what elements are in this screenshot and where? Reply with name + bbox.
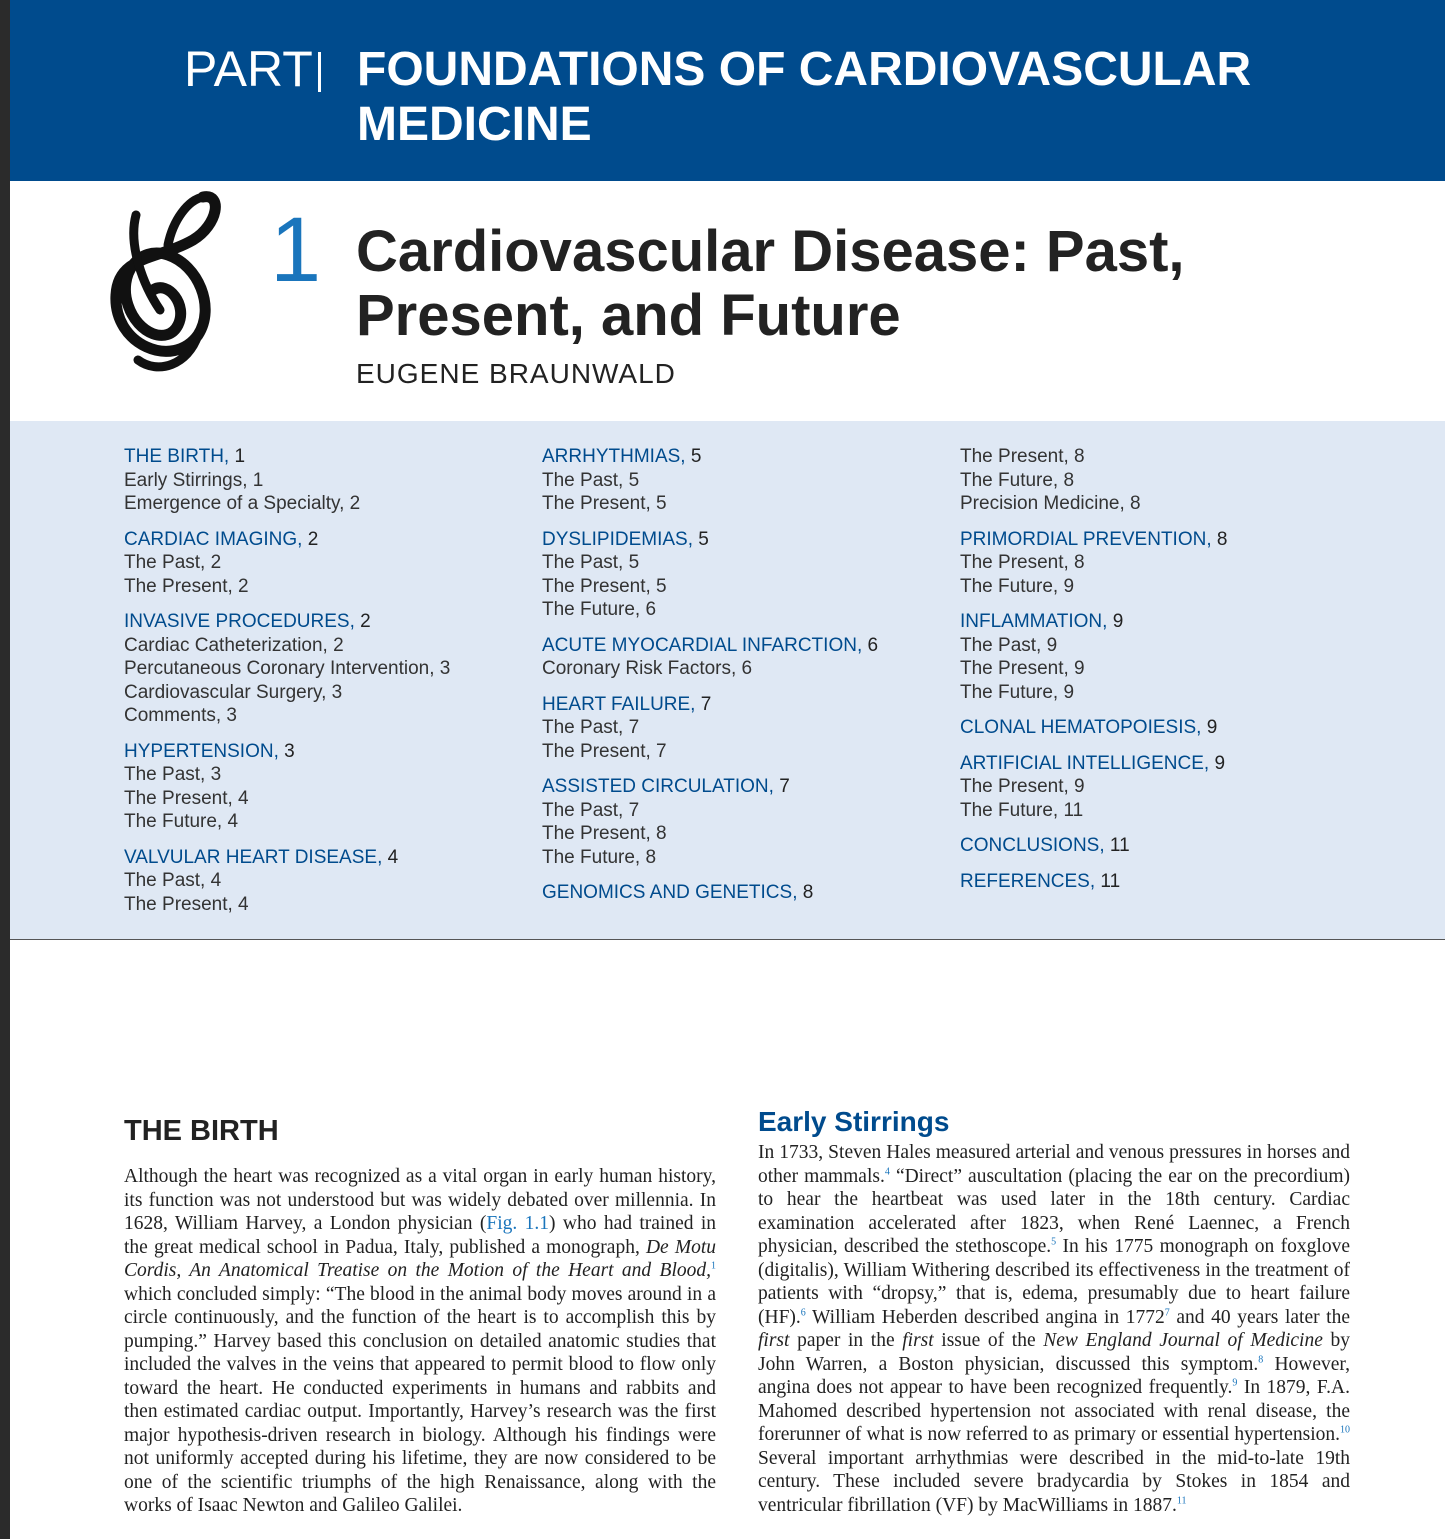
reference-link[interactable]: 11 [1176, 1495, 1187, 1506]
toc-heading[interactable]: HEART FAILURE, 7 [542, 693, 712, 715]
toc-item[interactable]: The Future, 9 [960, 575, 1075, 597]
toc-item[interactable]: Precision Medicine, 8 [960, 493, 1141, 514]
chapter-author: EUGENE BRAUNWALD [356, 358, 676, 389]
toc-group [960, 752, 1227, 823]
toc-heading[interactable]: REFERENCES, 11 [960, 870, 1121, 892]
heart-logo-icon [98, 185, 228, 385]
toc-group [960, 834, 1227, 858]
toc-column-2 [542, 445, 878, 917]
toc-item[interactable]: The Past, 7 [542, 799, 640, 821]
toc-item[interactable]: Percutaneous Coronary Intervention, 3 [124, 658, 451, 679]
reference-link[interactable]: 10 [1340, 1424, 1350, 1436]
body-text-left [124, 1165, 716, 1518]
toc-item[interactable]: The Future, 11 [960, 799, 1084, 821]
toc-column-3 [960, 445, 1227, 905]
reference-link[interactable]: 4 [884, 1166, 890, 1177]
toc-item[interactable]: The Present, 4 [124, 893, 249, 915]
toc-page-number: 7 [700, 693, 712, 715]
toc-page-number: 2 [360, 611, 371, 632]
toc-item[interactable]: The Past, 5 [542, 469, 640, 491]
reference-link[interactable]: 8 [1258, 1354, 1264, 1365]
toc-page-number: 3 [284, 740, 295, 762]
toc-group [124, 528, 450, 599]
chapter-number: 1 [270, 199, 322, 301]
reference-link[interactable]: 5 [1051, 1236, 1057, 1248]
chapter-contents [10, 421, 1445, 940]
toc-item[interactable]: The Present, 9 [960, 658, 1085, 679]
toc-group [124, 610, 450, 728]
toc-item[interactable]: Cardiac Catheterization, 2 [124, 634, 344, 656]
toc-item[interactable]: The Present, 9 [960, 776, 1085, 797]
toc-item[interactable]: The Present, 2 [124, 575, 249, 597]
paragraph: Although the heart was recognized as a vital organ in early human history, its function was not understood but was widely debated over millennia. In 1628, William Harvey, a London physician (Fig. 1.1) who had trained in the great medical school in Padua, Italy, published a monograph, De Motu Cordis, An Anatomical Treatise on the Motion of the Heart and Blood,$^1$ which concluded simply: “The blood in the animal body moves around in a circle continuously, and the function of the heart is to accomplish this by pumping.” Harvey based this conclusion on detailed anatomic studies that included the valves in the veins that appeared to permit blood to flow only toward the heart. He conducted experiments in humans and rabbits and then estimated cardiac output. Importantly, Harvey’s research was the first major hypothesis-driven research in biology. Although his findings were not uniformly accepted during his lifetime, they are now considered to be one of the scientific triumphs of the high Renaissance, along with the works of Isaac Newton and Galileo Galilei. [124, 1166, 717, 1516]
toc-item[interactable]: The Future, 9 [960, 681, 1075, 703]
figure-link[interactable]: Fig. 1.1 [486, 1213, 550, 1234]
journal-title: New England Journal of Medicine [1043, 1330, 1323, 1351]
toc-page-number: 5 [698, 528, 709, 550]
toc-item[interactable]: The Past, 7 [542, 717, 640, 738]
toc-item[interactable]: The Present, 7 [542, 740, 667, 762]
page-edge-rule [0, 0, 10, 1539]
toc-item[interactable]: The Past, 9 [960, 634, 1058, 656]
toc-heading[interactable]: ARTIFICIAL INTELLIGENCE, 9 [960, 752, 1226, 774]
toc-heading[interactable]: THE BIRTH, 1 [124, 446, 246, 467]
part-banner [10, 0, 1445, 181]
toc-heading[interactable]: ASSISTED CIRCULATION, 7 [542, 776, 790, 797]
toc-page-number: 6 [867, 634, 879, 656]
toc-item[interactable]: The Present, 8 [542, 823, 667, 844]
section-title: THE BIRTH [124, 1115, 279, 1147]
toc-item[interactable]: The Future, 6 [542, 599, 657, 620]
toc-group [124, 445, 450, 516]
toc-heading[interactable]: GENOMICS AND GENETICS, 8 [542, 882, 814, 903]
toc-group [960, 528, 1227, 599]
toc-item[interactable]: The Present, 5 [542, 575, 667, 597]
part-separator [318, 52, 321, 92]
toc-group [960, 610, 1227, 704]
subsection-title: Early Stirrings [758, 1106, 950, 1137]
toc-item[interactable]: The Past, 4 [124, 870, 222, 891]
toc-heading[interactable]: CARDIAC IMAGING, 2 [124, 528, 319, 550]
toc-heading[interactable]: VALVULAR HEART DISEASE, 4 [124, 846, 399, 868]
toc-group [542, 881, 878, 905]
toc-heading[interactable]: HYPERTENSION, 3 [124, 740, 295, 762]
toc-group [542, 445, 878, 516]
toc-page-number: 5 [690, 446, 702, 467]
toc-page-number: 7 [779, 776, 790, 797]
toc-item[interactable]: The Past, 3 [124, 764, 222, 785]
toc-page-number: 8 [802, 882, 814, 903]
toc-group [124, 846, 450, 917]
toc-item[interactable]: The Present, 8 [960, 446, 1085, 467]
toc-heading[interactable]: ARRHYTHMIAS, 5 [542, 446, 702, 467]
toc-item[interactable]: The Future, 8 [960, 469, 1075, 491]
toc-page-number: 11 [1100, 870, 1121, 892]
paragraph: In 1733, Steven Hales measured arterial and venous pressures in horses and other mammals.$^4$ “Direct” auscultation (placing the ear on the precordium) to hear the heartbeat was used later in the 18th century. Cardiac examination accelerated after 1823, when René Laennec, a French physician, described the stethoscope.$^5$ In his 1775 monograph on foxglove (digitalis), William Withering described its effectiveness in the treatment of patients with “dropsy,” that is, edema, presumably due to heart failure (HF).$^6$ William Heberden described angina in 1772$^7$ and 40 years later the first paper in the first issue of the New England Journal of Medicine by John Warren, a Boston physician, discussed this symptom.$^8$ However, angina does not appear to have been recognized frequently.$^9$ In 1879, F.A. Mahomed described hypertension not associated with renal disease, the forerunner of what is now referred to as primary or essential hypertension.$^{10}$ Several important arrhythmias were described in the mid-to-late 19th century. These included severe bradycardia by Stokes in 1854 and ventricular fibrillation (VF) by MacWilliams in 1887.11 [758, 1142, 1351, 1516]
toc-heading[interactable]: CLONAL HEMATOPOIESIS, 9 [960, 717, 1218, 738]
toc-page-number: 8 [1216, 528, 1228, 550]
toc-heading[interactable]: PRIMORDIAL PREVENTION, 8 [960, 528, 1228, 550]
toc-heading[interactable]: INFLAMMATION, 9 [960, 611, 1124, 632]
toc-group [542, 693, 878, 764]
chapter-title [356, 220, 1256, 348]
toc-item[interactable]: Emergence of a Specialty, 2 [124, 493, 361, 514]
toc-item[interactable]: The Past, 2 [124, 552, 222, 573]
toc-group [960, 445, 1227, 516]
chapter-title-line2: Present, and Future [356, 283, 901, 348]
toc-item[interactable]: The Past, 5 [542, 552, 640, 573]
part-title: FOUNDATIONS OF CARDIOVASCULAR MEDICINE [357, 43, 1252, 151]
toc-item[interactable]: The Present, 8 [960, 552, 1085, 573]
toc-item[interactable]: Early Stirrings, 1 [124, 469, 264, 491]
toc-page-number: 1 [234, 446, 246, 467]
toc-item[interactable]: The Future, 4 [124, 811, 239, 832]
toc-page-number: 11 [1109, 835, 1130, 856]
reference-link[interactable]: 7 [1164, 1307, 1170, 1318]
toc-column-1 [124, 445, 450, 928]
body-text-right [758, 1141, 1350, 1517]
part-label: PART [184, 41, 313, 97]
toc-item[interactable]: The Future, 8 [542, 846, 657, 868]
toc-page-number: 9 [1206, 717, 1218, 738]
toc-heading[interactable]: DYSLIPIDEMIAS, 5 [542, 528, 709, 550]
toc-page-number: 9 [1112, 611, 1124, 632]
toc-item[interactable]: Comments, 3 [124, 705, 237, 726]
toc-group [542, 528, 878, 622]
toc-group [124, 740, 450, 834]
toc-item[interactable]: The Present, 5 [542, 493, 667, 514]
toc-page-number: 2 [307, 528, 319, 550]
toc-group [960, 870, 1227, 894]
toc-page-number: 4 [387, 846, 399, 868]
chapter-title-line1: Cardiovascular Disease: Past, [356, 219, 1185, 284]
reference-link[interactable]: 6 [800, 1307, 806, 1318]
toc-group [542, 775, 878, 869]
toc-heading[interactable]: INVASIVE PROCEDURES, 2 [124, 611, 371, 632]
toc-item[interactable]: The Present, 4 [124, 787, 249, 809]
toc-item[interactable]: Cardiovascular Surgery, 3 [124, 681, 343, 703]
book-title: De Motu Cordis, An Anatomical Treatise on the Motion of the Heart and Blood, [124, 1236, 716, 1281]
toc-page-number: 9 [1214, 752, 1226, 774]
reference-link[interactable]: 9 [1232, 1377, 1238, 1389]
reference-link[interactable]: 1 [711, 1260, 716, 1272]
toc-heading[interactable]: ACUTE MYOCARDIAL INFARCTION, 6 [542, 634, 879, 656]
toc-group [542, 634, 878, 681]
toc-heading[interactable]: CONCLUSIONS, 11 [960, 835, 1130, 856]
toc-group [960, 716, 1227, 740]
toc-item[interactable]: Coronary Risk Factors, 6 [542, 658, 753, 679]
